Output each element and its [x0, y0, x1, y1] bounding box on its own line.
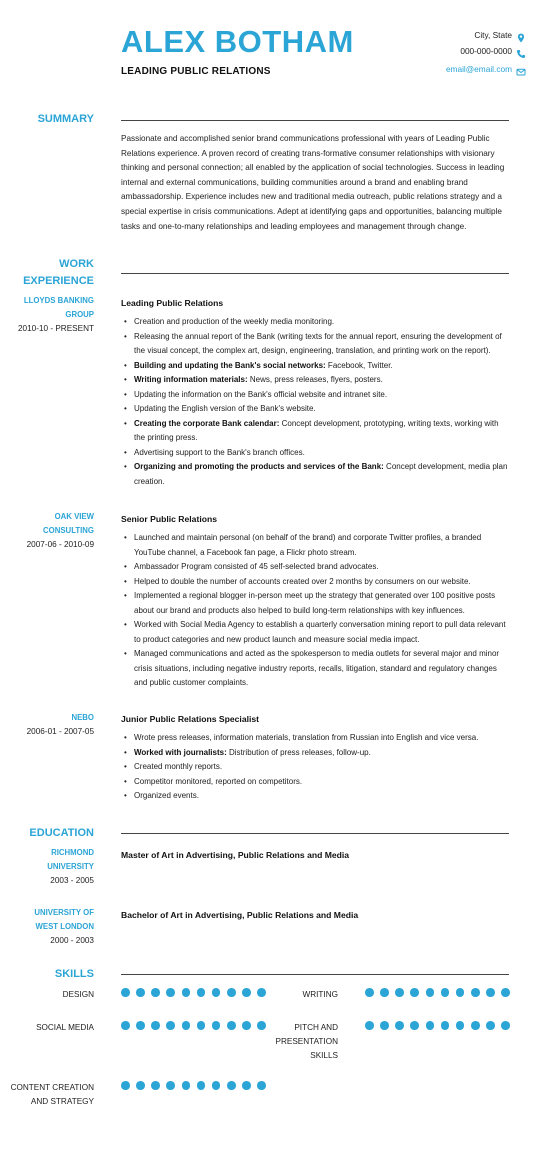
bullet-item: • Wrote press releases, information materials, translation from Russian into English and vice versa.	[121, 731, 509, 746]
skills-divider	[121, 974, 509, 975]
candidate-title: LEADING PUBLIC RELATIONS	[121, 66, 271, 77]
bullet-item: • Implemented a regional blogger in-person meet up the strategy that generated over 100 positive posts about our brand and products also helped to build long-term relationships with key influences.	[121, 589, 509, 618]
skill-dot	[166, 1081, 175, 1090]
skill-dot	[257, 988, 266, 997]
summary-heading: SUMMARY	[37, 113, 94, 125]
bullet-item: • Competitor monitored, reported on competitors.	[121, 775, 509, 790]
bullet-item: • Organizing and promoting the products and services of the Bank: Concept development, media plan creation.	[121, 460, 509, 489]
skill-rating	[365, 988, 510, 997]
map-pin-icon	[516, 30, 526, 40]
skill-dot	[426, 1021, 435, 1030]
skill-dot	[242, 1081, 251, 1090]
bullet-item: • Created monthly reports.	[121, 760, 509, 775]
job-dates: 2006-01 - 2007-05	[26, 727, 94, 736]
education-heading: EDUCATION	[29, 827, 94, 839]
skill-dot	[227, 1021, 236, 1030]
skill-dot	[380, 988, 389, 997]
bullet-item: • Worked with Social Media Agency to establish a quarterly conversation mining report to pull data relevant to product categories and new product launch and measure social media impact.	[121, 618, 509, 647]
skill-dot	[121, 1021, 130, 1030]
bullet-item: • Ambassador Program consisted of 45 self-selected brand advocates.	[121, 560, 509, 575]
skill-dot	[501, 1021, 510, 1030]
skill-dot	[456, 988, 465, 997]
skill-dot	[151, 1021, 160, 1030]
skill-dot	[166, 1021, 175, 1030]
skill-dot	[166, 988, 175, 997]
skills-heading: SKILLS	[54, 968, 94, 980]
skill-rating	[121, 1081, 266, 1090]
skill-dot	[242, 988, 251, 997]
job-dates: 2010-10 - PRESENT	[18, 324, 94, 333]
education-dates: 2003 - 2005	[50, 876, 94, 885]
work-divider	[121, 273, 509, 274]
bullet-item: • Advertising support to the Bank's branch offices.	[121, 446, 509, 461]
work-heading-line2: EXPERIENCE	[23, 275, 94, 287]
education-school: UNIVERSITY OF WEST LONDON	[34, 908, 94, 931]
skill-dot	[151, 1081, 160, 1090]
skill-dot	[441, 1021, 450, 1030]
bullet-item: • Launched and maintain personal (on behalf of the brand) and corporate Twitter profiles, a branded YouTube channel, a Facebook fan page, a Flickr photo stream.	[121, 531, 509, 560]
skill-dot	[182, 988, 191, 997]
bullet-item: • Creation and production of the weekly media monitoring.	[121, 315, 509, 330]
skill-dot	[136, 1021, 145, 1030]
envelope-icon	[516, 64, 526, 74]
education-divider	[121, 833, 509, 834]
skill-dot	[227, 1081, 236, 1090]
skill-dot	[136, 1081, 145, 1090]
skill-dot	[197, 1021, 206, 1030]
skill-rating	[365, 1021, 510, 1030]
skill-dot	[501, 988, 510, 997]
education-school: RICHMOND UNIVERSITY	[47, 848, 94, 871]
education-degree: Bachelor of Art in Advertising, Public Relations and Media	[121, 910, 359, 920]
skill-dot	[486, 1021, 495, 1030]
education-degree: Master of Art in Advertising, Public Relations and Media	[121, 850, 350, 860]
skill-dot	[365, 1021, 374, 1030]
skill-dot	[227, 988, 236, 997]
skill-dot	[471, 988, 480, 997]
work-experience-heading	[10, 256, 94, 290]
skill-dot	[212, 1021, 221, 1030]
skill-dot	[257, 1081, 266, 1090]
job-company: NEBO	[71, 713, 94, 722]
summary-text: Passionate and accomplished senior brand communications professional with years of Leading Public Relations experience. A proven record of creating trans-formative consumer relationships with visionary thinking and personal connection; all enabled by the application of social technologies. Success in leading internal and external communications, building communities around a brand and enabling brand ambassadorship. Experience includes new and traditional media outreach, public relations strategy and a special expertise in crisis communications. Adept at identifying gaps and opportunities, balancing multiple tasks and one-to-many relationships and leading employees and management through change.	[121, 134, 505, 231]
summary-divider	[121, 120, 509, 121]
skill-dot	[395, 988, 404, 997]
education-dates: 2000 - 2003	[50, 936, 94, 945]
skill-rating	[121, 1021, 266, 1030]
skill-dot	[410, 988, 419, 997]
bullet-item: • Releasing the annual report of the Bank (writing texts for the annual report, ensuring the development of the visual concept, the complex art, design, engineering, translation, and printing work on the report).	[121, 330, 509, 359]
contact-email[interactable]: email@email.com	[445, 64, 512, 74]
skill-dot	[197, 1081, 206, 1090]
skill-dot	[182, 1081, 191, 1090]
bullet-item: • Updating the information on the Bank's official website and intranet site.	[121, 388, 509, 403]
skill-dot	[395, 1021, 404, 1030]
skill-dot	[426, 988, 435, 997]
skill-label: WRITING	[302, 990, 338, 999]
skill-dot	[242, 1021, 251, 1030]
skill-label: DESIGN	[62, 990, 94, 999]
job-title: Leading Public Relations	[121, 298, 224, 308]
work-heading-line1: WORK	[59, 258, 94, 270]
contact-phone: 000-000-0000	[460, 46, 512, 56]
skill-label: SOCIAL MEDIA	[36, 1023, 94, 1032]
bullet-item: • Helped to double the number of accounts created over 2 months by consumers on our website.	[121, 575, 509, 590]
skill-label: PITCH AND PRESENTATION SKILLS	[275, 1023, 338, 1060]
job-company: OAK VIEW CONSULTING	[43, 512, 94, 535]
job-title: Junior Public Relations Specialist	[121, 714, 260, 724]
skill-dot	[136, 988, 145, 997]
job-bullets	[121, 315, 509, 489]
skill-dot	[410, 1021, 419, 1030]
skill-dot	[380, 1021, 389, 1030]
contact-location: City, State	[474, 30, 512, 40]
bullet-item: • Worked with journalists: Distribution of press releases, follow-up.	[121, 746, 509, 761]
job-dates: 2007-06 - 2010-09	[26, 540, 94, 549]
skill-dot	[471, 1021, 480, 1030]
bullet-item: • Creating the corporate Bank calendar: Concept development, prototyping, writing texts, working with the printing press.	[121, 417, 509, 446]
skill-label: CONTENT CREATION AND STRATEGY	[10, 1083, 94, 1106]
skill-dot	[456, 1021, 465, 1030]
bullet-item: • Managed communications and acted as the spokesperson to media outlets for several major and minor crisis situations, including negative industry reports, recalls, litigation, standard and regulatory changes and public customer complaints.	[121, 647, 509, 691]
skill-dot	[365, 988, 374, 997]
bullet-item: • Building and updating the Bank's social networks: Facebook, Twitter.	[121, 359, 509, 374]
candidate-name: ALEX BOTHAM	[121, 24, 354, 59]
skill-dot	[121, 1081, 130, 1090]
job-bullets	[121, 531, 509, 691]
skill-dot	[486, 988, 495, 997]
job-bullets	[121, 731, 509, 804]
skill-rating	[121, 988, 266, 997]
skill-dot	[257, 1021, 266, 1030]
job-company: LLOYDS BANKING GROUP	[23, 296, 94, 319]
skill-dot	[197, 988, 206, 997]
skill-dot	[441, 988, 450, 997]
phone-icon	[516, 46, 526, 56]
skill-dot	[212, 1081, 221, 1090]
bullet-item: • Organized events.	[121, 789, 509, 804]
bullet-item: • Updating the English version of the Bank's website.	[121, 402, 509, 417]
skill-dot	[182, 1021, 191, 1030]
bullet-item: • Writing information materials: News, press releases, flyers, posters.	[121, 373, 509, 388]
skill-dot	[151, 988, 160, 997]
job-title: Senior Public Relations	[121, 514, 217, 524]
skill-dot	[121, 988, 130, 997]
skill-dot	[212, 988, 221, 997]
